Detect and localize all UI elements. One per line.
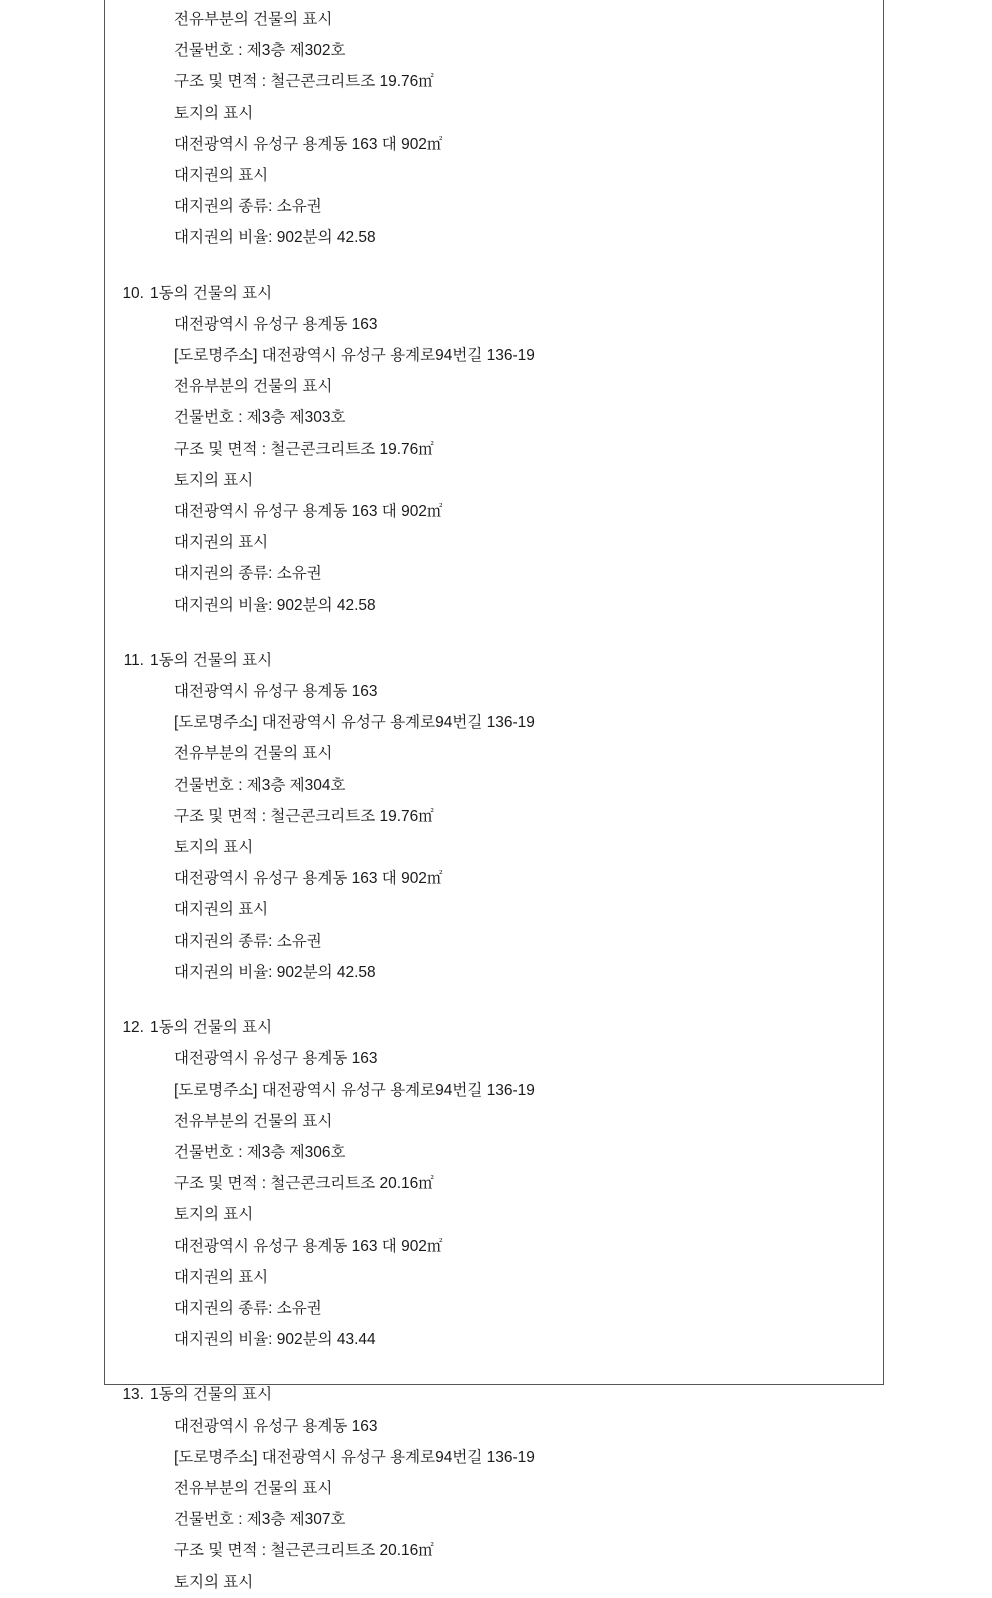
line-text: 대지권의 비율: 902분의 43.44	[174, 1331, 376, 1349]
document-line	[114, 590, 874, 621]
line-text: 대전광역시 유성구 용계동 163 대 902㎡	[174, 503, 443, 521]
document-line	[114, 1293, 874, 1324]
line-text: 대전광역시 유성구 용계동 163	[174, 1050, 378, 1068]
document-line	[114, 129, 874, 160]
line-text: 대지권의 표시	[174, 534, 269, 552]
line-text: 전유부분의 건물의 표시	[174, 745, 333, 763]
document-line	[114, 863, 874, 894]
document-line	[114, 465, 874, 496]
list-item	[114, 645, 874, 988]
document-line	[114, 98, 874, 129]
continuation-block	[114, 4, 874, 254]
document-line	[114, 1106, 874, 1137]
document-line	[114, 1567, 874, 1598]
line-text: 대지권의 표시	[174, 1268, 269, 1286]
document-line	[114, 371, 874, 402]
line-text: 전유부분의 건물의 표시	[174, 1112, 333, 1130]
document-line	[114, 340, 874, 371]
line-text: 구조 및 면적 : 철근콘크리트조 19.76㎡	[174, 73, 434, 91]
document-line	[114, 894, 874, 925]
line-text: 대지권의 종류: 소유권	[174, 565, 322, 583]
document-line	[114, 160, 874, 191]
line-text: [도로명주소] 대전광역시 유성구 용계로94번길 136-19	[174, 714, 535, 732]
document-line	[114, 770, 874, 801]
line-text: 대전광역시 유성구 용계동 163	[174, 683, 378, 701]
line-text: 전유부분의 건물의 표시	[174, 378, 333, 396]
line-text: 구조 및 면적 : 철근콘크리트조 20.16㎡	[174, 1542, 434, 1560]
list-item	[114, 278, 874, 621]
entry-heading	[114, 645, 874, 676]
line-text: 대전광역시 유성구 용계동 163	[174, 1417, 378, 1435]
entry-title: 1동의 건물의 표시	[150, 284, 273, 302]
document-line	[114, 801, 874, 832]
document-line	[114, 1043, 874, 1074]
line-text: 건물번호 : 제3층 제303호	[174, 409, 346, 427]
line-text: 건물번호 : 제3층 제306호	[174, 1143, 346, 1161]
line-text: 대지권의 종류: 소유권	[174, 198, 322, 216]
document-line	[114, 558, 874, 589]
document-line	[114, 527, 874, 558]
line-text: 토지의 표시	[174, 471, 254, 489]
line-text: 대지권의 종류: 소유권	[174, 1299, 322, 1317]
entry-title: 1동의 건물의 표시	[150, 651, 273, 669]
document-line	[114, 1324, 874, 1355]
entry-heading	[114, 278, 874, 309]
document-line	[114, 1504, 874, 1535]
document-line	[114, 1075, 874, 1106]
document-line	[114, 1168, 874, 1199]
document-line	[114, 676, 874, 707]
list-number: 12.	[122, 1019, 144, 1037]
line-text: 토지의 표시	[174, 839, 254, 857]
document-line	[114, 35, 874, 66]
document-line	[114, 496, 874, 527]
line-text: 대지권의 비율: 902분의 42.58	[174, 596, 376, 614]
line-text: 전유부분의 건물의 표시	[174, 11, 333, 28]
line-text: [도로명주소] 대전광역시 유성구 용계로94번길 136-19	[174, 1081, 535, 1099]
document-line	[114, 1535, 874, 1566]
line-text: 대전광역시 유성구 용계동 163	[174, 315, 378, 333]
document-line	[114, 1442, 874, 1473]
document-line	[114, 66, 874, 97]
line-text: 대지권의 표시	[174, 901, 269, 919]
document-line	[114, 191, 874, 222]
document-line	[114, 957, 874, 988]
document-body	[104, 0, 884, 1598]
line-text: [도로명주소] 대전광역시 유성구 용계로94번길 136-19	[174, 347, 535, 365]
line-text: 구조 및 면적 : 철근콘크리트조 19.76㎡	[174, 440, 434, 458]
line-text: 건물번호 : 제3층 제307호	[174, 1511, 346, 1529]
line-text: 대전광역시 유성구 용계동 163 대 902㎡	[174, 870, 443, 888]
document-line	[114, 402, 874, 433]
entry-heading	[114, 1379, 874, 1410]
line-text: 토지의 표시	[174, 1573, 254, 1591]
document-line	[114, 4, 874, 35]
line-text: 구조 및 면적 : 철근콘크리트조 19.76㎡	[174, 807, 434, 825]
document-line	[114, 434, 874, 465]
document-line	[114, 832, 874, 863]
line-text: 대전광역시 유성구 용계동 163 대 902㎡	[174, 1237, 443, 1255]
list-number: 11.	[123, 651, 144, 669]
line-text: 대전광역시 유성구 용계동 163 대 902㎡	[174, 135, 443, 153]
document-line	[114, 1473, 874, 1504]
document-line	[114, 1262, 874, 1293]
document-line	[114, 926, 874, 957]
list-item	[114, 1012, 874, 1355]
document-line	[114, 1231, 874, 1262]
line-text: 건물번호 : 제3층 제304호	[174, 776, 346, 794]
list-item	[114, 1379, 874, 1597]
line-text: 토지의 표시	[174, 104, 254, 122]
line-text: 대지권의 비율: 902분의 42.58	[174, 963, 376, 981]
line-text: 건물번호 : 제3층 제302호	[174, 42, 346, 60]
entry-heading	[114, 1012, 874, 1043]
document-line	[114, 1199, 874, 1230]
document-line	[114, 1411, 874, 1442]
line-text: 구조 및 면적 : 철근콘크리트조 20.16㎡	[174, 1175, 434, 1193]
line-text: 토지의 표시	[174, 1206, 254, 1224]
line-text: [도로명주소] 대전광역시 유성구 용계로94번길 136-19	[174, 1448, 535, 1466]
line-text: 대지권의 종류: 소유권	[174, 932, 322, 950]
list-number: 10.	[122, 284, 144, 302]
document-line	[114, 707, 874, 738]
document-line	[114, 309, 874, 340]
document-line	[114, 222, 874, 253]
entry-title: 1동의 건물의 표시	[150, 1019, 273, 1037]
document-line	[114, 738, 874, 769]
line-text: 대지권의 표시	[174, 167, 269, 185]
line-text: 대지권의 비율: 902분의 42.58	[174, 229, 376, 247]
entry-title: 1동의 건물의 표시	[150, 1386, 273, 1404]
list-number: 13.	[122, 1386, 144, 1404]
line-text: 전유부분의 건물의 표시	[174, 1479, 333, 1497]
document-line	[114, 1137, 874, 1168]
